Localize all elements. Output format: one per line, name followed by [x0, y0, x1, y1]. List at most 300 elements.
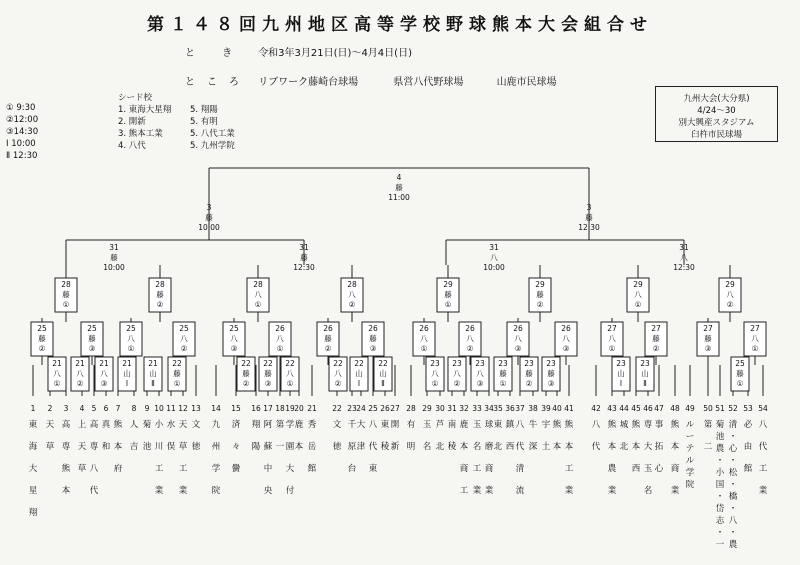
- team-name-char: 蘇: [263, 442, 273, 452]
- team-name-char: 稜: [380, 442, 390, 452]
- team-name-char: 業: [154, 486, 164, 496]
- team-number: 39: [541, 404, 551, 413]
- match-label: 23: [640, 359, 650, 368]
- match-label: ①: [254, 300, 262, 309]
- team-name-char: 商: [670, 464, 680, 474]
- team-number: 7: [115, 404, 121, 413]
- team-name-char: 熊: [607, 420, 617, 430]
- match-label: 29: [443, 280, 453, 289]
- team-number: 29: [422, 404, 432, 413]
- match-label: 12:30: [673, 263, 695, 272]
- kyushu-venue-1: 別大興産スタジアム: [678, 118, 755, 128]
- team-number: 51: [715, 404, 725, 413]
- team-name-char: 橋: [728, 492, 738, 502]
- dates-value: 令和3年3月21日(日)～4月4日(日): [258, 48, 412, 59]
- match-label: 28: [155, 280, 165, 289]
- team-name-char: 磨: [484, 442, 494, 452]
- venue-1: リブワーク藤崎台球場: [258, 77, 359, 88]
- team-name-char: 城: [619, 420, 629, 430]
- team-number: 8: [131, 404, 137, 413]
- match-label: 山: [379, 369, 387, 378]
- team-name-char: 八: [368, 420, 378, 430]
- team-name-char: 原: [347, 442, 357, 452]
- team-name-char: 本: [294, 442, 304, 452]
- match-label: ②: [652, 344, 660, 353]
- team-number: 32: [459, 404, 469, 413]
- match-label: 26: [275, 324, 285, 333]
- team-name-char: ・: [715, 456, 725, 466]
- team-name-char: 吉: [129, 442, 139, 452]
- time-2: ②12:00: [6, 115, 39, 125]
- team-number: 15: [231, 404, 241, 413]
- team-name-char: 稜: [447, 442, 457, 452]
- match-label: Ⅱ: [381, 379, 385, 388]
- team-name-char: 大: [643, 442, 653, 452]
- team-name-char: 九: [211, 420, 221, 430]
- team-name-char: 玉: [422, 420, 432, 430]
- team-name-char: 黌: [231, 464, 241, 474]
- match-label: 26: [465, 324, 475, 333]
- match-label: ③: [562, 344, 570, 353]
- match-label: 八: [348, 290, 356, 299]
- match-label: 23: [452, 359, 462, 368]
- team-name-char: 東: [368, 464, 378, 474]
- seed-item: 5. 八代工業: [190, 129, 235, 139]
- match-label: 八: [476, 369, 484, 378]
- team-name-char: 東: [493, 420, 503, 430]
- team-name-char: 府: [113, 464, 123, 474]
- team-name-char: 俣: [166, 442, 176, 452]
- match-label: 藤: [205, 213, 213, 222]
- team-name-char: ・: [728, 528, 738, 538]
- match-label: 八: [431, 369, 439, 378]
- team-name-char: ・: [728, 480, 738, 490]
- team-number: 53: [743, 404, 753, 413]
- team-name-char: 宇: [541, 420, 551, 430]
- match-label: 八: [180, 334, 188, 343]
- team-number: 21: [307, 404, 317, 413]
- team-name-char: 八: [758, 420, 768, 430]
- match-label: ①: [62, 300, 70, 309]
- match-label: 藤: [704, 334, 712, 343]
- team-name-char: 々: [231, 442, 241, 452]
- match-label: 22: [285, 359, 295, 368]
- team-number: 12: [178, 404, 188, 413]
- team-name-char: 牛: [528, 420, 538, 430]
- match-label: 21: [75, 359, 85, 368]
- team-name-char: 球: [484, 420, 494, 430]
- team-name-char: 代: [591, 442, 601, 452]
- match-label: 八: [514, 334, 522, 343]
- match-label: 10:00: [103, 263, 125, 272]
- match-label: 26: [513, 324, 523, 333]
- team-name-char: 心: [728, 444, 738, 454]
- team-name-char: ・: [715, 528, 725, 538]
- team-name-char: 海: [28, 442, 38, 452]
- team-name-char: 学: [685, 468, 695, 478]
- match-label: 28: [61, 280, 71, 289]
- team-name-char: 文: [332, 420, 342, 430]
- match-label: ③: [704, 344, 712, 353]
- seed-item: 1. 東海大星翔: [118, 105, 172, 115]
- match-label: ②: [180, 344, 188, 353]
- match-label: ②: [242, 379, 250, 388]
- team-number: 23: [347, 404, 357, 413]
- team-name-char: 農: [607, 464, 617, 474]
- team-name-char: 代: [515, 442, 525, 452]
- team-name-char: 草: [77, 464, 87, 474]
- team-number: 25: [368, 404, 378, 413]
- time-4: Ⅰ 10:00: [6, 139, 36, 149]
- team-name-char: 川: [154, 442, 164, 452]
- match-label: 12:30: [293, 263, 315, 272]
- match-label: Ⅰ: [619, 379, 623, 388]
- kyushu-venue-2: 臼杵市民球場: [690, 130, 742, 140]
- match-label: 23: [475, 359, 485, 368]
- team-name-char: 熊: [564, 420, 574, 430]
- venue-2: 県営八代野球場: [393, 77, 464, 88]
- match-label: 藤: [652, 334, 660, 343]
- team-name-char: 専: [61, 442, 71, 452]
- team-name-char: 院: [211, 486, 221, 496]
- team-name-char: 東: [380, 420, 390, 430]
- team-name-char: 岳: [307, 442, 317, 452]
- match-label: Ⅰ: [357, 379, 361, 388]
- team-name-char: 由: [743, 442, 753, 452]
- match-label: 21: [122, 359, 132, 368]
- team-name-char: 業: [472, 486, 482, 496]
- match-label: ②: [76, 379, 84, 388]
- team-name-char: 名: [643, 486, 653, 496]
- match-label: 藤: [499, 369, 507, 378]
- match-label: 23: [430, 359, 440, 368]
- team-name-char: 州: [211, 442, 221, 452]
- match-label: ②: [156, 300, 164, 309]
- match-label: ②: [466, 344, 474, 353]
- team-name-char: テ: [685, 444, 695, 454]
- match-label: 26: [323, 324, 333, 333]
- match-label: 28: [347, 280, 357, 289]
- team-name-char: 流: [515, 486, 525, 496]
- team-number: 6: [103, 404, 109, 413]
- match-label: ①: [286, 379, 294, 388]
- match-label: 八: [608, 334, 616, 343]
- match-label: ③: [514, 344, 522, 353]
- team-name-char: 高: [61, 420, 71, 430]
- match-label: ①: [499, 379, 507, 388]
- team-number: 46: [643, 404, 653, 413]
- team-number: 19: [285, 404, 295, 413]
- team-name-char: 開: [390, 420, 400, 430]
- team-number: 14: [211, 404, 221, 413]
- team-name-char: 松: [728, 468, 738, 478]
- team-name-char: 工: [564, 464, 574, 474]
- team-number: 28: [406, 404, 416, 413]
- team-number: 1: [30, 404, 36, 413]
- team-name-char: ル: [685, 456, 695, 466]
- team-name-char: 園: [285, 442, 295, 452]
- team-number: 10: [154, 404, 164, 413]
- team-name-char: 菊: [715, 420, 725, 430]
- team-number: 36: [505, 404, 515, 413]
- team-name-char: 学: [285, 420, 295, 430]
- match-label: 25: [87, 324, 97, 333]
- team-name-char: 星: [28, 486, 38, 496]
- team-number: 2: [47, 404, 53, 413]
- team-name-char: 天: [45, 420, 55, 430]
- team-name-char: 代: [758, 442, 768, 452]
- team-number: 49: [685, 404, 695, 413]
- team-name-char: 八: [728, 516, 738, 526]
- dates-label: と き: [185, 48, 245, 59]
- team-name-char: 秀: [307, 420, 317, 430]
- team-number: 38: [528, 404, 538, 413]
- team-name-char: 陽: [251, 442, 261, 452]
- match-label: 藤: [156, 290, 164, 299]
- team-number: 44: [619, 404, 629, 413]
- team-name-char: 鹿: [294, 420, 304, 430]
- match-label: 藤: [242, 369, 250, 378]
- team-name-char: 熊: [631, 420, 641, 430]
- team-name-char: 一: [715, 540, 725, 550]
- match-label: 八: [634, 290, 642, 299]
- team-name-char: 業: [670, 486, 680, 496]
- team-name-char: ・: [728, 504, 738, 514]
- match-label: 八: [230, 334, 238, 343]
- match-label: 八: [127, 334, 135, 343]
- team-name-char: 志: [715, 516, 725, 526]
- team-name-char: 清: [728, 420, 738, 430]
- team-name-char: 西: [505, 442, 515, 452]
- match-label: 藤: [62, 290, 70, 299]
- match-label: 八: [490, 253, 498, 262]
- team-name-char: 八: [89, 464, 99, 474]
- kyushu-title: 九州大会(大分県): [683, 94, 750, 104]
- seed-item: 5. 有明: [190, 117, 218, 127]
- match-label: ①: [53, 379, 61, 388]
- match-label: 26: [368, 324, 378, 333]
- time-1: ① 9:30: [6, 103, 36, 113]
- team-name-char: 熊: [552, 420, 562, 430]
- match-label: ③: [547, 379, 555, 388]
- team-name-char: 明: [406, 442, 416, 452]
- team-name-char: 業: [564, 486, 574, 496]
- team-number: 33: [472, 404, 482, 413]
- team-name-char: 池: [715, 432, 725, 442]
- match-label: ①: [173, 379, 181, 388]
- match-label: 八: [276, 334, 284, 343]
- team-number: 27: [390, 404, 400, 413]
- match-label: 八: [334, 369, 342, 378]
- team-number: 24: [356, 404, 366, 413]
- match-label: 22: [263, 359, 273, 368]
- team-name-char: 北: [435, 442, 445, 452]
- team-name-char: 千: [347, 420, 357, 430]
- match-label: 山: [149, 369, 157, 378]
- match-label: Ⅱ: [643, 379, 647, 388]
- team-number: 16: [251, 404, 261, 413]
- team-name-char: 本: [459, 442, 469, 452]
- match-label: ②: [726, 300, 734, 309]
- team-number: 30: [435, 404, 445, 413]
- match-label: ①: [736, 379, 744, 388]
- team-name-char: 台: [347, 464, 357, 474]
- team-name-char: 高: [89, 420, 99, 430]
- match-label: 23: [498, 359, 508, 368]
- match-label: 藤: [547, 369, 555, 378]
- match-label: 八: [680, 253, 688, 262]
- team-number: 47: [654, 404, 664, 413]
- team-name-char: 池: [142, 442, 152, 452]
- match-label: 藤: [173, 369, 181, 378]
- match-label: 山: [123, 369, 131, 378]
- team-name-char: 大: [356, 420, 366, 430]
- match-label: 藤: [369, 334, 377, 343]
- team-name-char: 大: [285, 464, 295, 474]
- team-name-char: 代: [368, 442, 378, 452]
- match-label: 22: [333, 359, 343, 368]
- team-name-char: 本: [670, 442, 680, 452]
- team-name-char: 深: [528, 442, 538, 452]
- match-label: 23: [546, 359, 556, 368]
- team-name-char: ・: [728, 432, 738, 442]
- match-label: 28: [253, 280, 263, 289]
- team-name-char: 拓: [654, 442, 664, 452]
- match-label: ③: [230, 344, 238, 353]
- match-label: 八: [100, 369, 108, 378]
- match-label: 25: [229, 324, 239, 333]
- team-name-char: 工: [178, 464, 188, 474]
- match-label: 27: [651, 324, 661, 333]
- team-number: 35: [493, 404, 503, 413]
- match-label: 22: [241, 359, 251, 368]
- team-name-char: 事: [654, 420, 664, 430]
- match-label: 山: [355, 369, 363, 378]
- team-name-char: ル: [685, 420, 695, 430]
- venue-3: 山鹿市民球場: [496, 77, 557, 88]
- team-name-char: 農: [728, 540, 738, 550]
- team-name-char: ・: [715, 492, 725, 502]
- match-label: Ⅱ: [151, 379, 155, 388]
- match-label: 21: [52, 359, 62, 368]
- team-number: 4: [79, 404, 85, 413]
- team-name-char: 本: [607, 442, 617, 452]
- match-label: 25: [126, 324, 136, 333]
- team-name-char: 南: [447, 420, 457, 430]
- team-name-char: 草: [45, 442, 55, 452]
- team-name-char: 熊: [670, 420, 680, 430]
- seed-item: 5. 九州学院: [190, 141, 235, 151]
- team-name-char: 央: [263, 486, 273, 496]
- team-name-char: 館: [307, 464, 317, 474]
- match-label: ③: [88, 344, 96, 353]
- match-label: 3: [206, 203, 212, 212]
- team-name-char: 必: [743, 420, 753, 430]
- team-name-char: 小: [715, 468, 725, 478]
- match-label: ②: [324, 344, 332, 353]
- team-number: 41: [564, 404, 574, 413]
- team-name-char: 西: [631, 464, 641, 474]
- team-name-char: 館: [743, 464, 753, 474]
- team-name-char: 工: [758, 464, 768, 474]
- team-name-char: 代: [89, 486, 99, 496]
- team-name-char: 本: [61, 486, 71, 496]
- team-name-char: 業: [484, 486, 494, 496]
- match-label: 藤: [110, 253, 118, 262]
- match-label: ②: [536, 300, 544, 309]
- match-label: 4: [396, 173, 402, 182]
- seed-item: 3. 熊本工業: [118, 129, 163, 139]
- team-number: 17: [263, 404, 273, 413]
- team-name-char: 八: [515, 420, 525, 430]
- kyushu-dates: 4/24～30: [697, 106, 736, 116]
- match-label: 八: [726, 290, 734, 299]
- team-name-char: 中: [263, 464, 273, 474]
- team-name-char: 東: [28, 420, 38, 430]
- match-label: 27: [703, 324, 713, 333]
- match-label: 25: [37, 324, 47, 333]
- team-name-char: 商: [484, 464, 494, 474]
- team-name-char: 第: [703, 420, 713, 430]
- match-label: 22: [354, 359, 364, 368]
- match-label: 藤: [525, 369, 533, 378]
- team-number: 54: [758, 404, 768, 413]
- team-name-char: 学: [211, 464, 221, 474]
- match-label: ①: [444, 300, 452, 309]
- match-label: 26: [419, 324, 429, 333]
- team-name-char: 付: [285, 486, 295, 496]
- team-name-char: 済: [231, 420, 241, 430]
- match-label: 12:30: [578, 223, 600, 232]
- team-name-char: 人: [129, 420, 139, 430]
- time-3: ③14:30: [6, 127, 39, 137]
- team-name-char: 鹿: [459, 420, 469, 430]
- match-label: 藤: [88, 334, 96, 343]
- team-name-char: 有: [406, 420, 416, 430]
- match-label: 22: [172, 359, 182, 368]
- team-name-char: 徳: [332, 442, 342, 452]
- match-label: ③: [476, 379, 484, 388]
- match-label: Ⅰ: [125, 379, 129, 388]
- match-label: 26: [561, 324, 571, 333]
- match-label: 10:00: [198, 223, 220, 232]
- team-number: 42: [591, 404, 601, 413]
- match-label: 藤: [38, 334, 46, 343]
- match-label: 藤: [736, 369, 744, 378]
- match-label: 25: [179, 324, 189, 333]
- page-title: 第１４８回九州地区高等学校野球熊本大会組合せ: [147, 15, 653, 35]
- match-label: 八: [76, 369, 84, 378]
- team-name-char: 本: [113, 442, 123, 452]
- match-label: 10:00: [483, 263, 505, 272]
- team-name-char: 業: [607, 486, 617, 496]
- match-label: 31: [679, 243, 689, 252]
- team-name-char: 専: [643, 420, 653, 430]
- team-name-char: 北: [493, 442, 503, 452]
- team-number: 18: [275, 404, 285, 413]
- team-name-char: 阿: [263, 420, 273, 430]
- team-name-char: 翔: [28, 508, 38, 518]
- seed-item: 2. 開新: [118, 117, 146, 127]
- team-name-char: 工: [459, 486, 469, 496]
- match-label: ③: [100, 379, 108, 388]
- team-name-char: 業: [758, 486, 768, 496]
- team-number: 13: [191, 404, 201, 413]
- team-name-char: ー: [685, 432, 695, 442]
- team-name-char: 業: [178, 486, 188, 496]
- team-number: 40: [552, 404, 562, 413]
- team-number: 50: [703, 404, 713, 413]
